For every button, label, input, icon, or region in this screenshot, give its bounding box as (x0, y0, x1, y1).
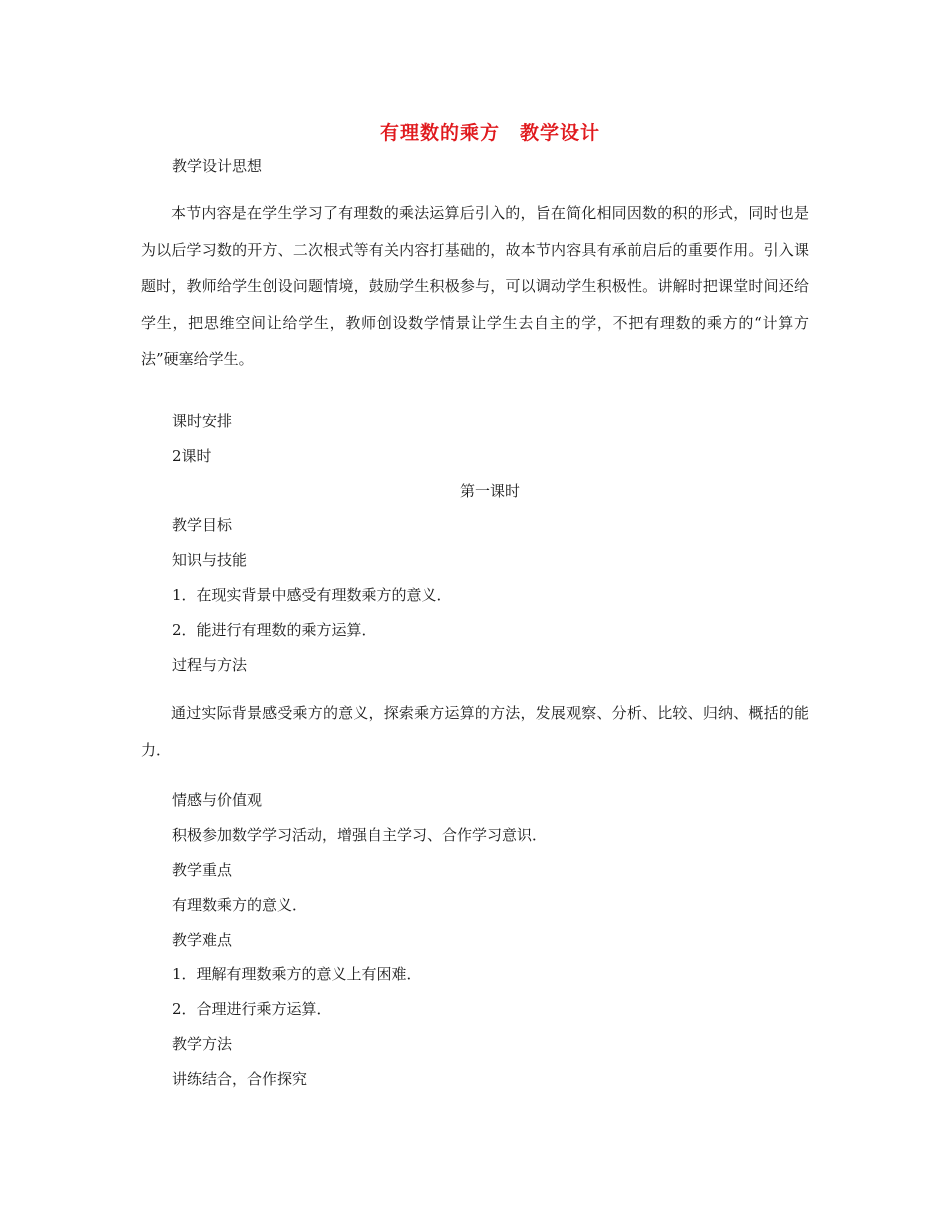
schedule-heading: 课时安排 (172, 412, 233, 430)
knowledge-heading: 知识与技能 (172, 551, 248, 569)
method-heading: 教学方法 (172, 1035, 233, 1053)
difficulty-item: 2．合理进行乘方运算． (172, 1000, 332, 1018)
process-heading: 过程与方法 (172, 656, 248, 674)
design-idea-paragraph: 本节内容是在学生学习了有理数的乘法运算后引入的，旨在简化相同因数的积的形式，同时也是为以后学习数的开方、二次根式等有关内容打基础的，故本节内容具有承前启后的重要作用。引入课题时，教师给学生创设问题情境，鼓励学生积极参与，可以调动学生积极性。讲解时把课堂时间还给学生，把思维空间让给学生，教师创设数学情景让学生去自主的学，不把有理数的乘方的“计算方法”硬塞给学生。 (141, 204, 809, 368)
difficulty-item: 1．理解有理数乘方的意义上有困难． (172, 965, 422, 983)
difficulty-heading: 教学难点 (172, 931, 233, 949)
method-text: 讲练结合，合作探究 (172, 1070, 308, 1088)
key-point-heading: 教学重点 (172, 861, 233, 879)
goals-heading: 教学目标 (172, 516, 233, 534)
process-paragraph: 通过实际背景感受乘方的意义，探索乘方运算的方法，发展观察、分析、比较、归纳、概括的能力． (141, 704, 809, 759)
document-title: 有理数的乘方 教学设计 (379, 122, 600, 144)
emotion-text: 积极参加数学学习活动，增强自主学习、合作学习意识． (172, 826, 548, 844)
schedule-value: 2课时 (172, 447, 212, 465)
key-point-text: 有理数乘方的意义． (172, 896, 308, 914)
emotion-heading: 情感与价值观 (172, 791, 263, 809)
lesson-one-heading: 第一课时 (459, 482, 520, 500)
design-idea-heading: 教学设计思想 (172, 157, 263, 175)
knowledge-item: 2．能进行有理数的乘方运算． (172, 621, 377, 639)
knowledge-item: 1．在现实背景中感受有理数乘方的意义． (172, 586, 452, 604)
